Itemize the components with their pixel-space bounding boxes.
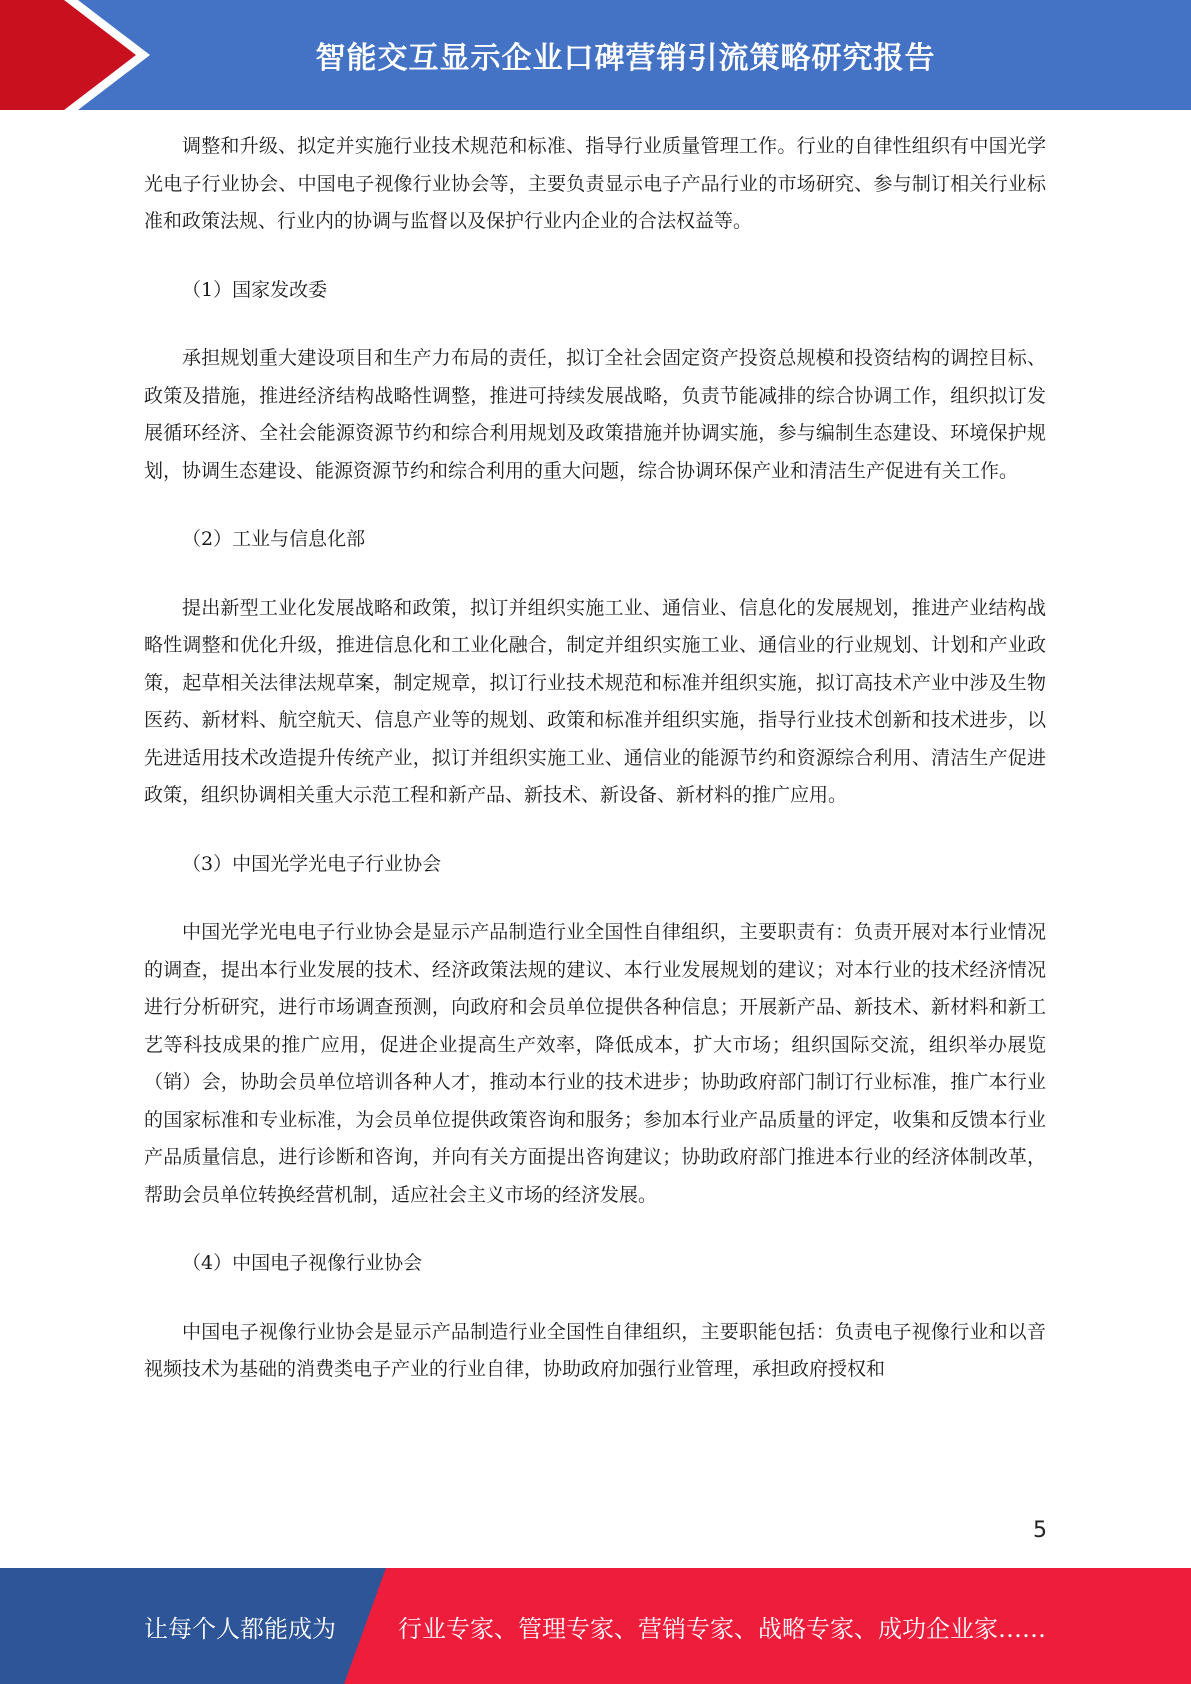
section-heading-1: （1）国家发改委 xyxy=(182,278,328,301)
page-header xyxy=(0,0,1191,110)
section-paragraph-1: 承担规划重大建设项目和生产力布局的责任，拟订全社会固定资产投资总规模和投资结构的调控目标、政策及措施，推进经济结构战略性调整，推进可持续发展战略，负责节能减排的综合协调工作，组织拟订发展循环经济、全社会能源资源节约和综合利用规划及政策措施并协调实施，参与编制生态建设、环境保护规划，协调生态建设、能源资源节约和综合利用的重大问题，综合协调环保产业和清洁生产促进有关工作。 xyxy=(144,347,1046,482)
section-heading-3: （3）中国光学光电子行业协会 xyxy=(182,852,442,875)
footer-slogan-left: 让每个人都能成为 xyxy=(144,1614,336,1643)
footer-slogan-right: 行业专家、管理专家、营销专家、战略专家、成功企业家…… xyxy=(398,1614,1046,1643)
red-chevron-icon xyxy=(0,0,160,110)
section-paragraph-3: 中国光学光电电子行业协会是显示产品制造行业全国性自律组织，主要职责有：负责开展对本行业情况的调查，提出本行业发展的技术、经济政策法规的建议、本行业发展规划的建议；对本行业的技术经济情况进行分析研究，进行市场调查预测，向政府和会员单位提供各种信息；开展新产品、新技术、新材料和新工艺等科技成果的推广应用，促进企业提高生产效率，降低成本，扩大市场；组织国际交流，组织举办展览（销）会，协助会员单位培训各种人才，推动本行业的技术进步；协助政府部门制订行业标准，推广本行业的国家标准和专业标准，为会员单位提供政策咨询和服务；参加本行业产品质量的评定，收集和反馈本行业产品质量信息，进行诊断和咨询，并向有关方面提出咨询建议；协助政府部门推进本行业的经济体制改革，帮助会员单位转换经营机制，适应社会主义市场的经济发展。 xyxy=(144,921,1046,1206)
page-number: 5 xyxy=(1033,1518,1047,1543)
report-title: 智能交互显示企业口碑营销引流策略研究报告 xyxy=(315,41,936,76)
section-heading-4: （4）中国电子视像行业协会 xyxy=(182,1252,423,1274)
section-paragraph-2: 提出新型工业化发展战略和政策，拟订并组织实施工业、通信业、信息化的发展规划，推进产业结构战略性调整和优化升级，推进信息化和工业化融合，制定并组织实施工业、通信业的行业规划、计划和产业政策，起草相关法律法规草案，制定规章，拟订行业技术规范和标准并组织实施，拟订高技术产业中涉及生物医药、新材料、航空航天、信息产业等的规划、政策和标准并组织实施，指导行业技术创新和技术进步，以先进适用技术改造提升传统产业，拟订并组织实施工业、通信业的能源节约和资源综合利用、清洁生产促进政策，组织协调相关重大示范工程和新产品、新技术、新设备、新材料的推广应用。 xyxy=(144,596,1046,806)
document-body xyxy=(144,128,1046,1389)
intro-paragraph: 调整和升级、拟定并实施行业技术规范和标准、指导行业质量管理工作。行业的自律性组织有中国光学光电子行业协会、中国电子视像行业协会等，主要负责显示电子产品行业的市场研究、参与制订相关行业标准和政策法规、行业内的协调与监督以及保护行业内企业的合法权益等。 xyxy=(144,135,1046,232)
section-paragraph-4: 中国电子视像行业协会是显示产品制造行业全国性自律组织，主要职能包括：负责电子视像行业和以音视频技术为基础的消费类电子产业的行业自律，协助政府加强行业管理，承担政府授权和 xyxy=(144,1320,1046,1380)
page-footer xyxy=(0,1568,1191,1684)
section-heading-2: （2）工业与信息化部 xyxy=(182,528,366,550)
